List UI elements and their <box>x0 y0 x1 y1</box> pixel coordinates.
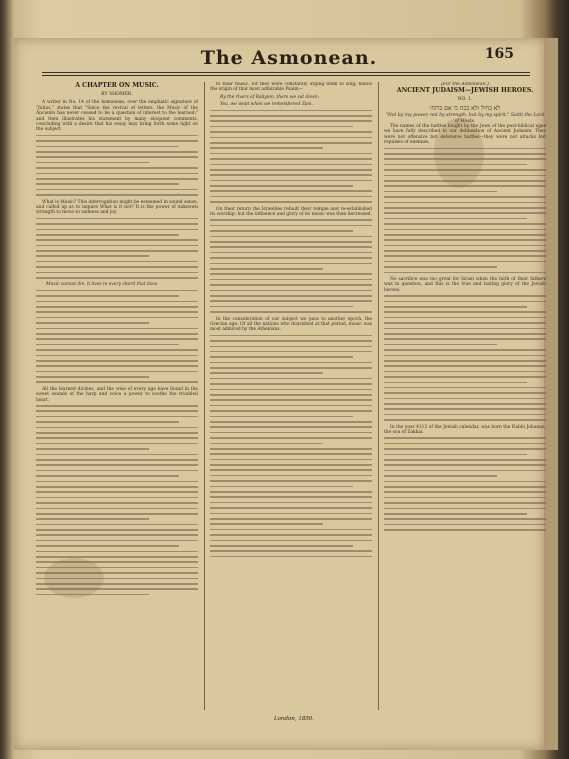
paragraph: The names of the battles fought by the Jews of the post-biblical ages we have fully described in our delineation of Ancient Judaism. They were not offensive but defensive battles—they were not attacks but repulses of enemies. <box>384 124 546 146</box>
paragraph: No sacrifice was too great for Israel when the faith of their fathers was in question, and this is the true and lasting glory of the Jewish heroes. <box>384 277 546 293</box>
body-text-lines <box>384 437 546 530</box>
article-source-note: [For the Asmonean.] <box>441 82 489 87</box>
body-text-lines <box>210 335 372 558</box>
column-middle <box>210 82 372 710</box>
hebrew-motto: לא בחיל ולא בכח כי אם ברוחי <box>429 104 501 112</box>
paragraph: On their return the Israelites rebuilt their temple and re-established its worship; but the influence and glory of its music was then decreased. <box>210 206 372 218</box>
motto-translation: "Not by my power, not by strength, but by my spirit," Saith the Lord of Hosts. <box>385 113 545 124</box>
verse-quote: Music cannot die, it lives in every chord that lives. <box>46 282 159 288</box>
body-text-lines <box>36 290 198 383</box>
verse-quote: By the rivers of Babylon, there we sat down; <box>220 94 320 100</box>
body-text-lines <box>210 110 372 203</box>
column-left <box>36 82 198 710</box>
article-heading-music: A CHAPTER ON MUSIC. <box>75 82 159 89</box>
body-text-lines <box>36 405 198 595</box>
body-text-lines <box>384 295 546 421</box>
paragraph: In the year 4112 of the Jewish calendar, was born the Rabbi Johanan, the son of Zakkai. <box>384 424 546 436</box>
paragraph: What is Music? This interrogation might be esteemed in sound sense, and called up as to inquire What is it not? It is the power of unknown strength to move to sadness and joy. <box>36 199 198 216</box>
body-text-lines <box>36 135 198 196</box>
body-text-lines <box>36 218 198 279</box>
page-number: 165 <box>484 46 514 62</box>
body-text-lines <box>384 148 546 274</box>
article-heading-judaism: ANCIENT JUDAISM—JEWISH HEROES. <box>396 87 534 95</box>
article-byline: NO. 1. <box>457 97 473 103</box>
masthead-title: The Asmonean. <box>200 47 378 69</box>
paragraph: A writer in No. 14 of the Asmonean, over the emphatic signature of "Julius," states that "Since the revival of letters, the Music of the Ancients has never ceased to be a question of interest to the learned;" and then illustrates his statement by many eloquent comments, concluding with a desire that his essay may bring forth some light on the subject. <box>36 100 198 133</box>
newspaper-page <box>14 38 544 750</box>
masthead <box>54 44 524 72</box>
paragraph: In the consideration of our subject we pass to another epoch, the Grecian age. Of all the nations who flourished at that period, music was most admired by the Athenians. <box>210 316 372 333</box>
column-divider <box>204 82 205 710</box>
article-byline: BY SHOMER. <box>101 92 133 97</box>
imprint-footer: London, 1850. <box>273 716 315 722</box>
column-divider <box>378 82 379 710</box>
paragraph: All the learned divines, and the wise of every age have found in the sweet sounds of the harp and voice a power to soothe the troubled heart. <box>36 386 198 403</box>
body-text-lines <box>210 219 372 312</box>
header-rule <box>42 72 530 73</box>
paragraph: to their music, for they were constantly urging them to sing; hence the origin of that most admirable Psalm— <box>210 82 372 93</box>
header-rule-double <box>42 75 530 76</box>
verse-quote: Yea, we wept when we remembered Zion. <box>220 102 314 108</box>
column-right <box>384 82 546 710</box>
